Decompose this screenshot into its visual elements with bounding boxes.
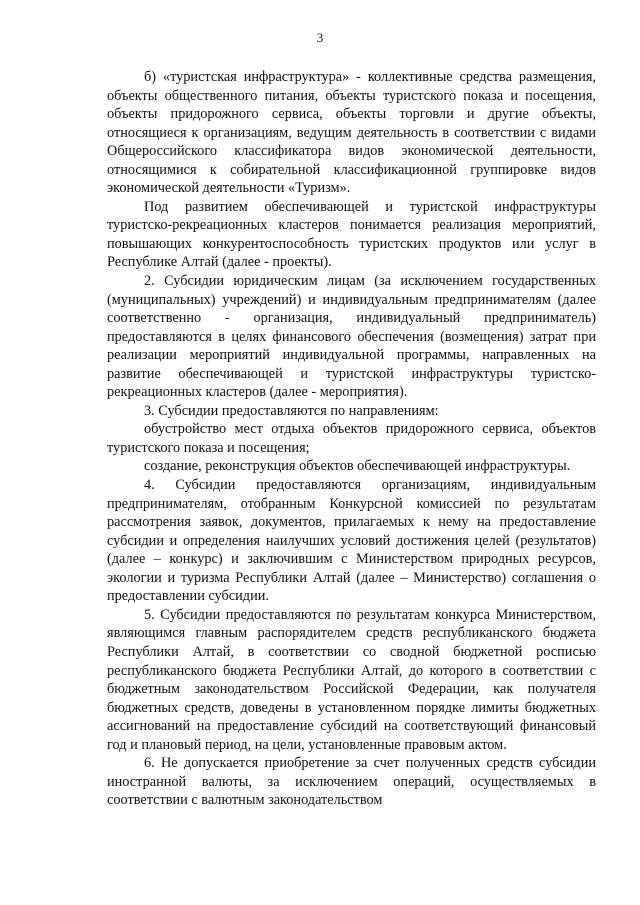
document-body xyxy=(107,68,596,810)
paragraph-4-competition: 4. Субсидии предоставляются организациям, индивидуальным предпринимателям, отобранным Конкурсной комиссией по результатам рассмотрения заявок, документов, прилагаемых к нему на предоставление субсидии и определения наилучших условий достижения целей (результатов) (далее – конкурс) и заключившим с Министерством природных ресурсов, экологии и туризма Республики Алтай (далее – Министерство) соглашения о предоставлении субсидии. xyxy=(107,477,596,605)
paragraph-5-ministry-budget: 5. Субсидии предоставляются по результатам конкурса Министерством, являющимся главным распорядителем средств республиканского бюджета Республики Алтай, в соответствии со сводной бюджетной росписью республиканского бюджета Республики Алтай, до которого в соответствии с бюджетным законодательством Российской Федерации, как получателя бюджетных средств, доведены в установленном порядке лимиты бюджетных ассигнований на предоставление субсидий на соответствующий финансовый год и плановый период, на цели, установленные правовым актом. xyxy=(107,606,596,753)
paragraph-6-currency: 6. Не допускается приобретение за счет полученных средств субсидии иностранной валюты, за исключением операций, осуществляемых в соответствии с валютным законодательством xyxy=(107,755,596,809)
paragraph-infrastructure-development: Под развитием обеспечивающей и туристской инфраструктуры туристско-рекреационных кластеров понимается реализация мероприятий, повышающих конкурентоспособность туристских продуктов или услуг в Республике Алтай (далее - проекты). xyxy=(107,198,596,271)
paragraph-tourist-infrastructure: б) «туристская инфраструктура» - коллективные средства размещения, объекты общественного питания, объекты туристского показа и посещения, объекты придорожного сервиса, объекты торговли и другие объекты, относящиеся к организациям, ведущим деятельность в соответствии с видами Общероссийского классификатора видов экономической деятельности, относящимися к собирательной классификационной группировке видов экономической деятельности «Туризм». xyxy=(107,69,596,197)
paragraph-direction-construction: создание, реконструкция объектов обеспечивающей инфраструктуры. xyxy=(144,458,571,475)
paragraph-3-directions: 3. Субсидии предоставляются по направлениям: xyxy=(144,402,439,419)
page-number: 3 xyxy=(316,30,324,45)
paragraph-direction-rest-areas: обустройство мест отдыха объектов придорожного сервиса, объектов туристского показа и посещения; xyxy=(107,421,596,456)
paragraph-2-subsidy-recipients: 2. Субсидии юридическим лицам (за исключением государственных (муниципальных) учреждений) и индивидуальным предпринимателям (далее соответственно - организация, индивидуальный предприниматель) предоставляются в целях финансового обеспечения (возмещения) затрат при реализации мероприятий индивидуальной программы, направленных на развитие обеспечивающей и туристской инфраструктуры туристско-рекреационных кластеров (далее - мероприятия). xyxy=(107,273,596,401)
